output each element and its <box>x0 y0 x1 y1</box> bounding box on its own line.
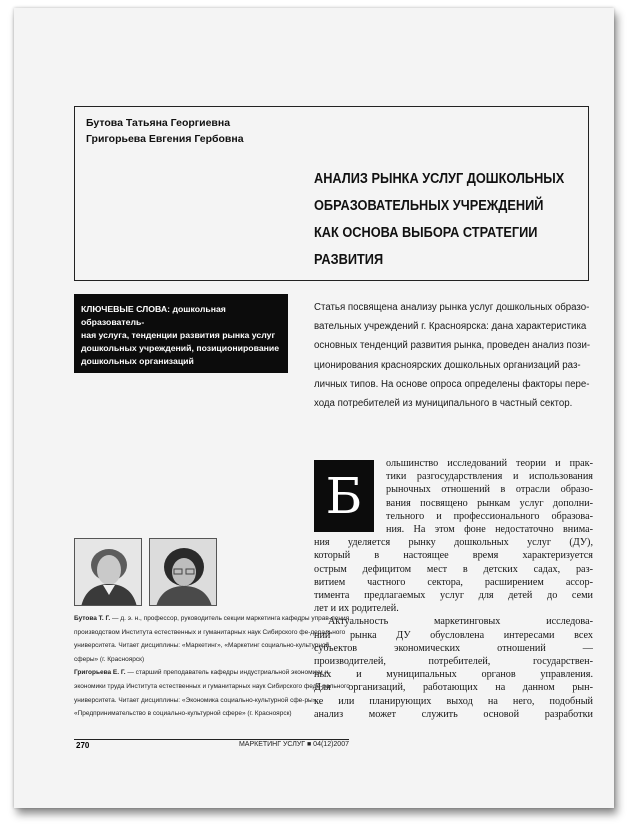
body-line: вания посвящено рынкам услуг дополни- <box>386 497 593 509</box>
keywords-line: дошкольных организаций <box>81 356 194 366</box>
body-line: ния уделяется рынку дошкольных услуг (ДУ), <box>314 537 593 549</box>
body-line: рыночных отношений в отрасли образо- <box>386 484 593 496</box>
body-line: тельного и профессионального образова- <box>386 510 593 522</box>
abstract-line: вательных учреждений г. Красноярска: дана характеристика <box>314 321 587 333</box>
body-line: тики разгосударствления и использования <box>386 471 593 483</box>
body-line: субъектов экономических отношений — <box>314 642 593 654</box>
portrait-icon <box>150 539 217 606</box>
portrait-icon <box>75 539 142 606</box>
body-line: Для организаций, работающих на данном рын- <box>314 682 593 694</box>
bio-text: — старший преподаватель кафедры индустриальной экономики и экономики труда Института естественных и гуманитарных наук Сибирского феде-рального университета. Читает дисциплины: «Экономика социально-культурной сфе-ры», «Предпринимательство в социально-культурной сфере» (г. Красноярск) <box>74 669 350 718</box>
drop-cap: Б <box>314 460 374 532</box>
abstract-line: хода потребителей из муниципального в частный сектор. <box>314 398 573 410</box>
title-line: РАЗВИТИЯ <box>314 252 384 268</box>
abstract-line: основных тенденций развития рынка, проведен анализ пози- <box>314 340 591 352</box>
bio-grigorieva <box>74 666 350 720</box>
page-number: 270 <box>76 741 90 750</box>
keywords-line: ная услуга, тенденции развития рынка услуг <box>81 330 276 340</box>
body-line: анализ может служить основой разработки <box>314 708 593 720</box>
keywords-line: КЛЮЧЕВЫЕ СЛОВА: дошкольная образователь- <box>81 304 226 327</box>
body-line: тимента предлагаемых услуг для детей до семи <box>314 590 593 602</box>
author-1: Бутова Татьяна Георгиевна <box>86 117 231 129</box>
journal-page <box>14 8 614 808</box>
body-line: ний рынка ДУ обусловлена интересами всех <box>314 629 593 641</box>
body-line: лет и их родителей. <box>314 603 399 615</box>
abstract <box>314 298 592 413</box>
body-line: Актуальность маркетинговых исследова- <box>328 616 593 628</box>
abstract-line: Статья посвящена анализу рынка услуг дошкольных образо- <box>314 302 590 313</box>
author-photo-butova <box>74 538 142 606</box>
title-line: КАК ОСНОВА ВЫБОРА СТРАТЕГИИ <box>314 225 538 241</box>
title-line: АНАЛИЗ РЫНКА УСЛУГ ДОШКОЛЬНЫХ <box>314 171 565 187</box>
abstract-line: личных типов. На основе опроса определены факторы пере- <box>314 378 590 390</box>
title-line: ОБРАЗОВАТЕЛЬНЫХ УЧРЕЖДЕНИЙ <box>314 198 544 214</box>
body-line: острым дефицитом мест в детских садах, раз- <box>314 563 593 575</box>
bio-butova <box>74 612 350 666</box>
body-text <box>314 457 593 721</box>
author-photo-grigorieva <box>149 538 217 606</box>
body-line: ольшинство исследований теории и прак- <box>386 458 593 469</box>
author-2: Григорьева Евгения Гербовна <box>86 133 244 145</box>
journal-issue: МАРКЕТИНГ УСЛУГ ■ 04(12)2007 <box>238 741 349 748</box>
footer-rule <box>74 739 349 740</box>
bio-text: — д. э. н., профессор, руководитель секции маркетинга кафедры управ-ления производством Института естественных и гуманитарных наук Сибирского фе-дерального университета. Читает дисциплины: «Маркетинг», «Маркетинг социально-культурной сферы» (г. Красноярск) <box>74 615 350 663</box>
body-line: ке или планирующих выход на него, подобный <box>314 695 593 707</box>
keywords-box <box>74 294 288 373</box>
keywords-line: дошкольных учреждений, позиционирование <box>81 343 280 353</box>
abstract-line: ционирования красноярских дошкольных организаций раз- <box>314 359 581 371</box>
authors <box>86 115 244 147</box>
body-line: ных и муниципальных органов управления. <box>314 669 593 681</box>
bio-name: Бутова Т. Г. <box>74 615 111 622</box>
body-line: который в настоящее время характеризуется <box>314 550 593 562</box>
article-title <box>314 166 565 274</box>
bio-name: Григорьева Е. Г. <box>74 669 126 677</box>
body-line: производителей, потребителей, государствен- <box>314 656 593 668</box>
body-line: витием частного сектора, расширением ассор- <box>314 576 593 588</box>
body-line: ния. На этом фоне недостаточно внима- <box>386 524 593 536</box>
author-bios <box>74 612 350 721</box>
